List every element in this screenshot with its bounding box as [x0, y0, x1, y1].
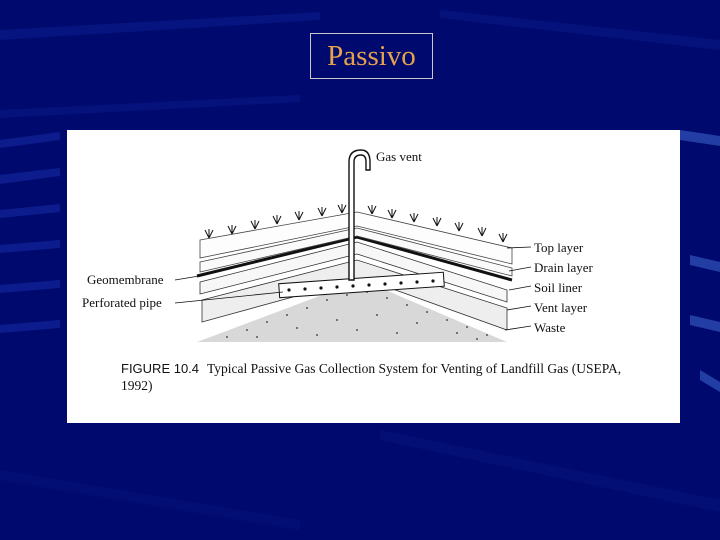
figure-caption-text: Typical Passive Gas Collection System for Venting of Landfill Gas (USEPA,	[207, 361, 622, 376]
figure-caption-number: FIGURE 10.4	[121, 361, 200, 376]
label-top-layer: Top layer	[534, 240, 584, 255]
slide-title: Passivo	[310, 33, 433, 79]
label-soil-liner: Soil liner	[534, 280, 583, 295]
label-waste: Waste	[534, 320, 566, 335]
label-gas-vent: Gas vent	[376, 149, 422, 164]
landfill-figure	[67, 130, 680, 423]
figure-caption-continuation: 1992)	[121, 378, 153, 393]
label-vent-layer: Vent layer	[534, 300, 588, 315]
label-perforated-pipe: Perforated pipe	[82, 295, 162, 310]
label-drain-layer: Drain layer	[534, 260, 593, 275]
label-geomembrane: Geomembrane	[87, 272, 164, 287]
